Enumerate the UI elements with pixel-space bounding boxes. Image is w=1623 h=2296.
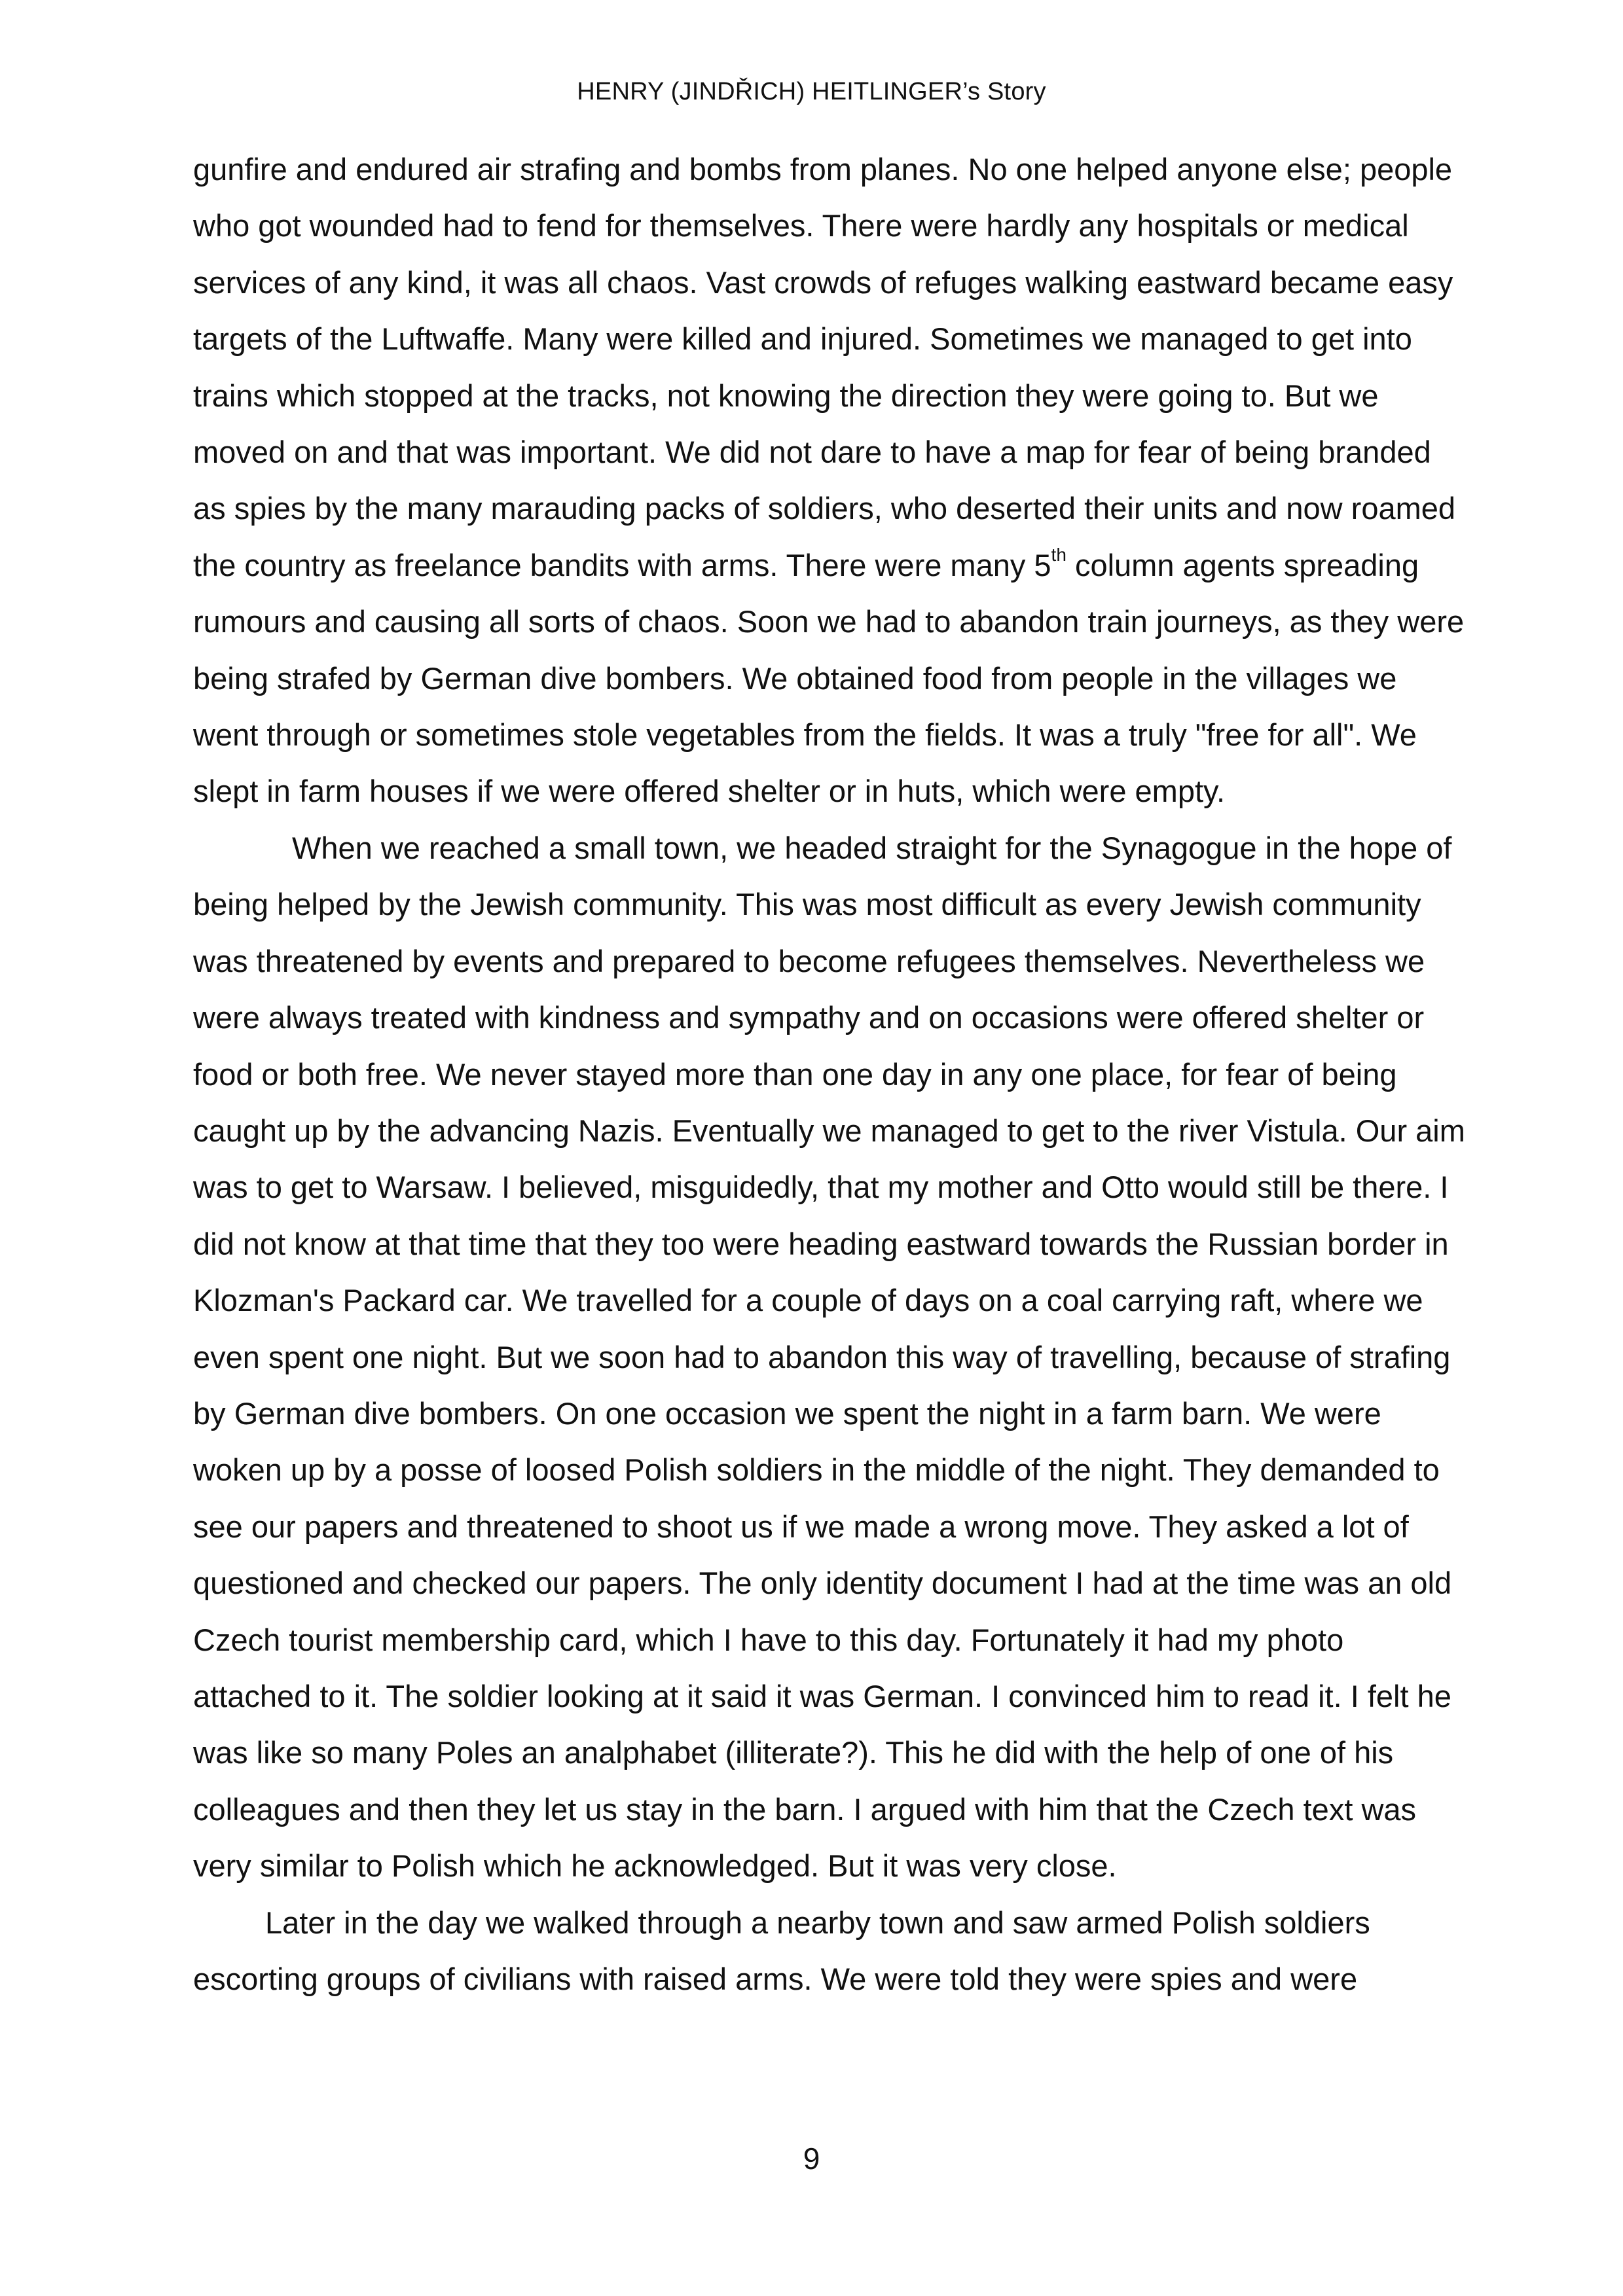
paragraph-1-text-a: gunfire and endured air strafing and bombs from planes. No one helped anyone else; people who got wounded had to fend for themselves. There were hardly any hospitals or medical services of any kind, it was all chaos. Vast crowds of refuges walking eastward became easy targets of the Luftwaffe. Many were killed and injured. Sometimes we managed to get into trains which stopped at the tracks, not knowing the direction they were going to. But we moved on and that was important. We did not dare to have a map for fear of being branded as spies by the many marauding packs of soldiers, who deserted their units and now roamed the country as freelance bandits with arms. There were many 5	[193, 152, 1456, 583]
running-header: HENRY (JINDŘICH) HEITLINGER’s Story	[577, 78, 1046, 105]
paragraph-1	[193, 141, 1467, 820]
paragraph-3: Later in the day we walked through a nearby town and saw armed Polish soldiers escorting groups of civilians with raised arms. We were told they were spies and were	[193, 1905, 1370, 1996]
body-text	[193, 141, 1467, 2007]
paragraph-1-text-b: column agents spreading rumours and causing all sorts of chaos. Soon we had to abandon train journeys, as they were being strafed by German dive bombers. We obtained food from people in the villages we went through or sometimes stole vegetables from the fields. It was a truly "free for all". We slept in farm houses if we were offered shelter or in huts, which were empty.	[193, 547, 1465, 809]
ordinal-superscript: th	[1051, 545, 1067, 565]
paragraph-2: When we reached a small town, we headed straight for the Synagogue in the hope of being helped by the Jewish community. This was most difficult as every Jewish community was threatened by events and prepared to become refugees themselves. Nevertheless we were always treated with kindness and sympathy and on occasions were offered shelter or food or both free. We never stayed more than one day in any one place, for fear of being caught up by the advancing Nazis. Eventually we managed to get to the river Vistula. Our aim was to get to Warsaw. I believed, misguidedly, that my mother and Otto would still be there. I did not know at that time that they too were heading eastward towards the Russian border in Klozman's Packard car. We travelled for a couple of days on a coal carrying raft, where we even spent one night. But we soon had to abandon this way of travelling, because of strafing by German dive bombers. On one occasion we spent the night in a farm barn. We were woken up by a posse of loosed Polish soldiers in the middle of the night. They demanded to see our papers and threatened to shoot us if we made a wrong move. They asked a lot of questioned and checked our papers. The only identity document I had at the time was an old Czech tourist membership card, which I have to this day. Fortunately it had my photo attached to it. The soldier looking at it said it was German. I convinced him to read it. I felt he was like so many Poles an analphabet (illiterate?). This he did with the help of one of his colleagues and then they let us stay in the barn. I argued with him that the Czech text was very similar to Polish which he acknowledged. But it was very close.	[193, 830, 1465, 1884]
page-number: 9	[803, 2142, 820, 2176]
